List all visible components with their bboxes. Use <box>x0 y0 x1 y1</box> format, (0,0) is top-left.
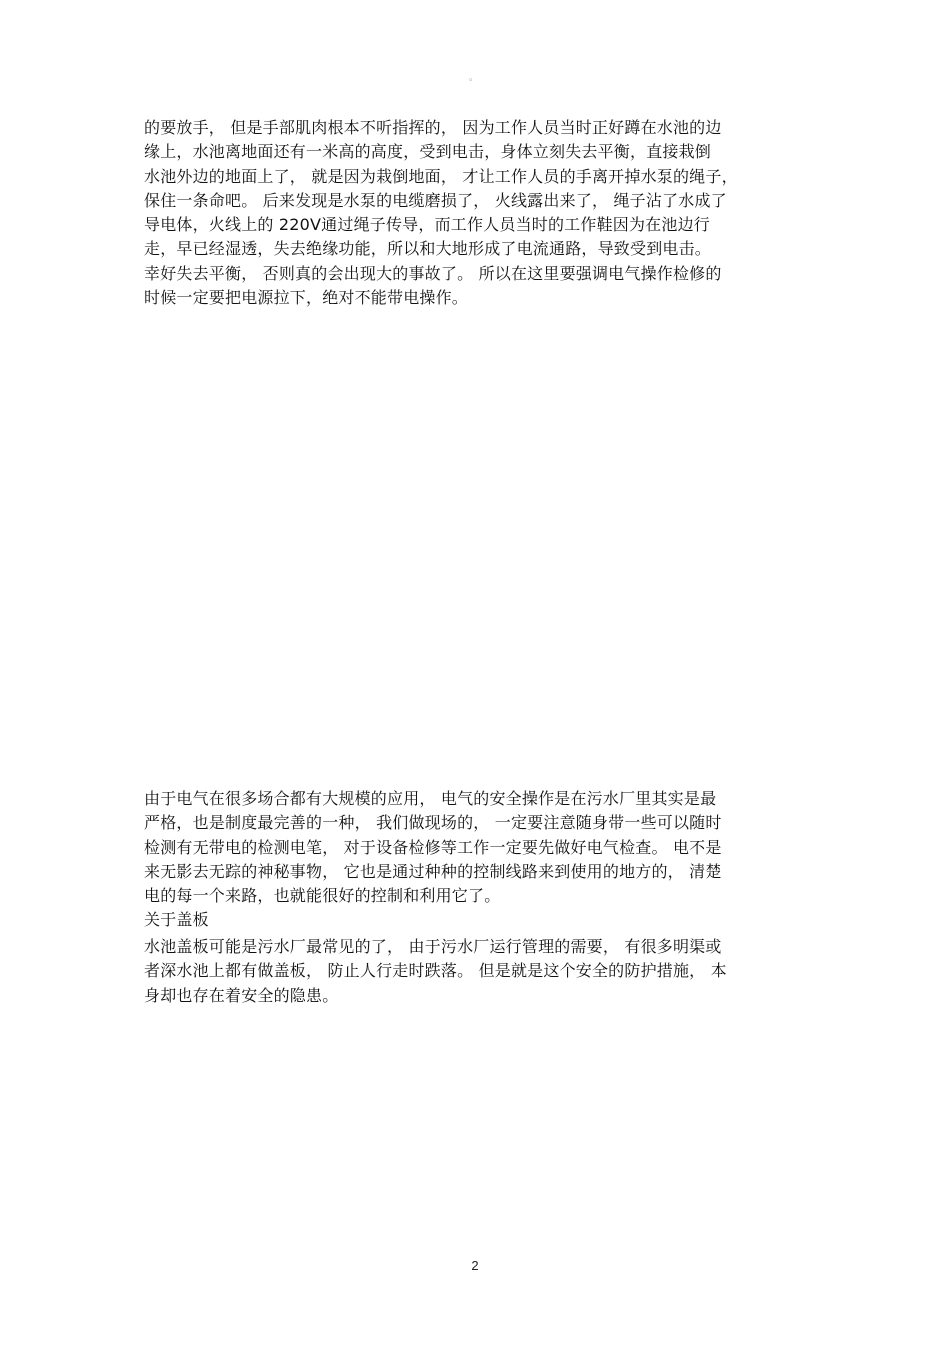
paragraph-line: 幸好失去平衡， 否则真的会出现大的事故了。 所以在这里要强调电气操作检修的 <box>144 263 722 283</box>
header-mark: 。 <box>469 73 479 83</box>
paragraph-line: 身却也存在着安全的隐患。 <box>144 985 339 1005</box>
section-heading: 关于盖板 <box>144 910 209 930</box>
paragraph-line: 缘上，水池离地面还有一米高的高度，受到电击，身体立刻失去平衡，直接栽倒 <box>144 142 712 162</box>
paragraph-electrical-safety <box>144 787 814 933</box>
paragraph-line: 走，早已经湿透，失去绝缘功能，所以和大地形成了电流通路，导致受到电击。 <box>144 239 712 259</box>
paragraph-line: 导电体，火线上的 220V通过绳子传导，而工作人员当时的工作鞋因为在池边行 <box>144 215 710 235</box>
paragraph-line: 时候一定要把电源拉下，绝对不能带电操作。 <box>144 288 469 308</box>
paragraph-line: 电的每一个来路，也就能很好的控制和利用它了。 <box>144 886 501 906</box>
paragraph-line: 水池盖板可能是污水厂最常见的了， 由于污水厂运行管理的需要， 有很多明渠或 <box>144 937 722 956</box>
paragraph-cover-plates <box>144 935 814 1008</box>
paragraph-line: 保住一条命吧。 后来发现是水泵的电缆磨损了， 火线露出来了， 绳子沾了水成了 <box>144 190 727 210</box>
paragraph-line: 的要放手， 但是手部肌肉根本不听指挥的， 因为工作人员当时正好蹲在水池的边 <box>144 118 722 137</box>
paragraph-line: 由于电气在很多场合都有大规模的应用， 电气的安全操作是在污水厂里其实是最 <box>144 789 717 808</box>
paragraph-line: 检测有无带电的检测电笔， 对于设备检修等工作一定要先做好电气检查。 电不是 <box>144 837 722 857</box>
paragraph-electric-shock-story <box>144 116 814 310</box>
paragraph-line: 来无影去无踪的神秘事物， 它也是通过种种的控制线路来到使用的地方的， 清楚 <box>144 861 722 881</box>
paragraph-line: 者深水池上都有做盖板， 防止人行走时跌落。 但是就是这个安全的防护措施， 本 <box>144 961 727 981</box>
page-number: 2 <box>471 1258 479 1273</box>
paragraph-line: 严格，也是制度最完善的一种， 我们做现场的， 一定要注意随身带一些可以随时 <box>144 813 722 833</box>
paragraph-line: 水池外边的地面上了， 就是因为栽倒地面， 才让工作人员的手离开掉水泵的绳子， <box>144 166 738 186</box>
